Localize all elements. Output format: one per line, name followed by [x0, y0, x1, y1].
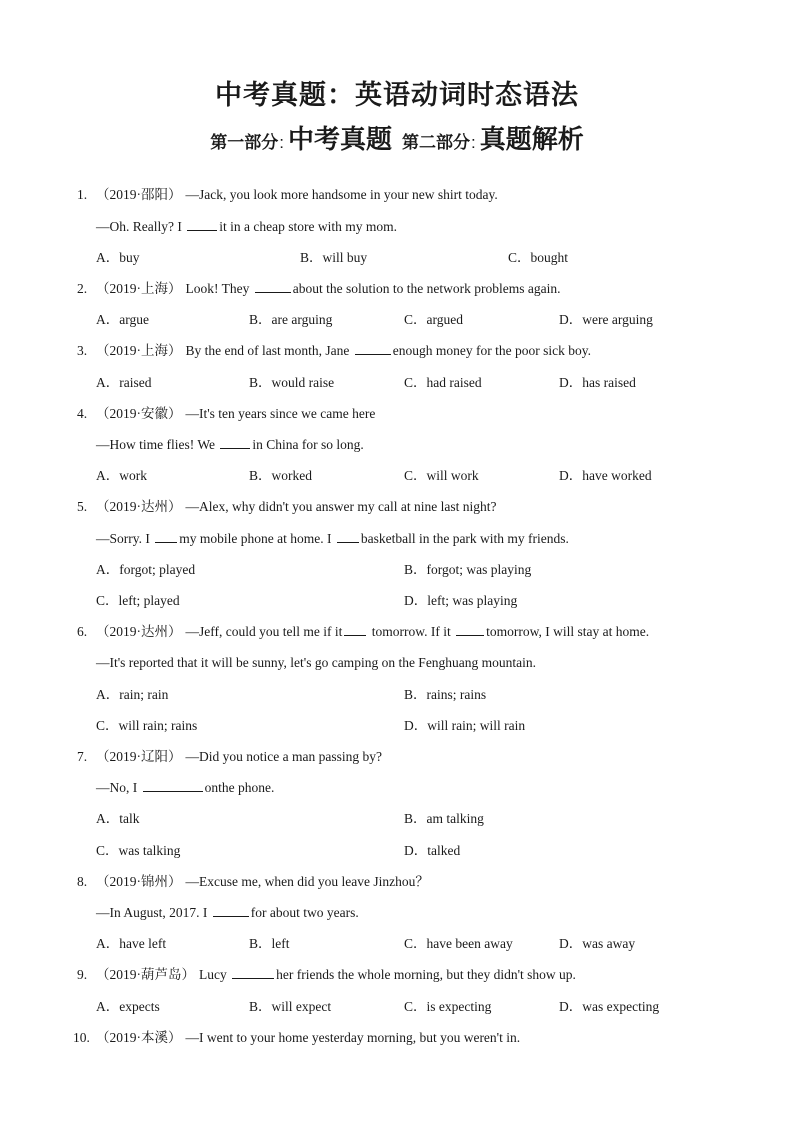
- question-number: 7.: [77, 749, 88, 764]
- page-title: 中考真题：英语动词时态语法: [215, 80, 579, 111]
- question-source: （2019·葫芦岛）: [96, 967, 195, 982]
- question-source: （2019·本溪）: [96, 1030, 182, 1045]
- option-c[interactable]: C．is expecting: [404, 999, 492, 1014]
- part2-prefix: 第二部分: [402, 133, 470, 153]
- option-d[interactable]: D．left; was playing: [404, 593, 518, 608]
- question-source: （2019·上海）: [96, 281, 182, 296]
- answer-blank: [155, 531, 177, 543]
- question-text: enough money for the poor sick boy.: [392, 343, 591, 358]
- option-b[interactable]: B．are arguing: [249, 312, 333, 327]
- option-a[interactable]: A．work: [96, 468, 147, 483]
- option-c[interactable]: C．argued: [404, 312, 463, 327]
- question-text: for about two years.: [250, 905, 359, 920]
- question-number: 3.: [77, 343, 88, 358]
- page-subtitle: [0, 120, 794, 163]
- option-b[interactable]: B．left: [249, 936, 290, 951]
- question-source: （2019·上海）: [96, 343, 182, 358]
- question-source: （2019·达州）: [96, 499, 182, 514]
- option-a[interactable]: A．argue: [96, 312, 149, 327]
- option-a[interactable]: A．buy: [96, 250, 140, 265]
- question-number: 6.: [77, 624, 88, 639]
- option-d[interactable]: D．have worked: [559, 468, 652, 483]
- option-b[interactable]: B．will expect: [249, 999, 332, 1014]
- question-text: —How time flies! We: [96, 437, 219, 452]
- part1-colon: :: [279, 133, 284, 152]
- option-d[interactable]: D．will rain; will rain: [404, 718, 526, 733]
- question-text: my mobile phone at home. I: [179, 531, 335, 546]
- question-text: Lucy: [199, 967, 231, 982]
- question-stem: —Jack, you look more handsome in your new shirt today.: [185, 187, 498, 202]
- option-d[interactable]: D．was away: [559, 936, 636, 951]
- question-text: onthe phone.: [204, 780, 275, 795]
- question-text: tomorrow. If it: [368, 624, 455, 639]
- question-stem: —It's ten years since we came here: [185, 406, 376, 421]
- part2-colon: :: [471, 133, 476, 152]
- option-c[interactable]: C．left; played: [96, 593, 180, 608]
- answer-blank: [213, 905, 249, 917]
- question-text: tomorrow, I will stay at home.: [486, 624, 650, 639]
- option-a[interactable]: A．raised: [96, 375, 152, 390]
- part1-prefix: 第一部分: [210, 133, 279, 153]
- question-stem: —I went to your home yesterday morning, but you weren't in.: [185, 1030, 521, 1045]
- answer-blank: [337, 531, 359, 543]
- question-number: 4.: [77, 406, 88, 421]
- option-a[interactable]: A．rain; rain: [96, 687, 169, 702]
- question-stem: —Did you notice a man passing by?: [185, 749, 382, 764]
- question-source: （2019·邵阳）: [96, 187, 182, 202]
- option-d[interactable]: D．was expecting: [559, 999, 660, 1014]
- question-text: —In August, 2017. I: [96, 905, 211, 920]
- question-text: it in a cheap store with my mom.: [219, 219, 397, 234]
- option-c[interactable]: C．bought: [508, 250, 569, 265]
- answer-blank: [355, 343, 391, 355]
- option-b[interactable]: B．rains; rains: [404, 687, 487, 702]
- question-text: in China for so long.: [252, 437, 364, 452]
- question-text: —Jeff, could you tell me if it: [185, 624, 343, 639]
- question-text: Look! They: [185, 281, 253, 296]
- answer-blank: [232, 967, 274, 979]
- answer-blank: [220, 437, 250, 449]
- answer-blank: [255, 281, 291, 293]
- option-b[interactable]: B．will buy: [300, 250, 368, 265]
- question-text: —Sorry. I: [96, 531, 154, 546]
- option-d[interactable]: D．has raised: [559, 375, 636, 390]
- option-c[interactable]: C．will rain; rains: [96, 718, 198, 733]
- question-source: （2019·达州）: [96, 624, 182, 639]
- question-text: about the solution to the network problems again.: [292, 281, 561, 296]
- question-number: 10.: [73, 1030, 90, 1045]
- option-c[interactable]: C．will work: [404, 468, 479, 483]
- question-source: （2019·辽阳）: [96, 749, 182, 764]
- answer-blank: [344, 624, 366, 636]
- question-number: 5.: [77, 499, 88, 514]
- option-c[interactable]: C．was talking: [96, 843, 181, 858]
- option-c[interactable]: C．have been away: [404, 936, 513, 951]
- option-b[interactable]: B．am talking: [404, 811, 484, 826]
- question-text: —No, I: [96, 780, 141, 795]
- question-text: —Oh. Really? I: [96, 219, 186, 234]
- question-source: （2019·锦州）: [96, 874, 182, 889]
- question-number: 2.: [77, 281, 88, 296]
- question-number: 8.: [77, 874, 88, 889]
- option-b[interactable]: B．would raise: [249, 375, 335, 390]
- answer-blank: [187, 219, 217, 231]
- option-b[interactable]: B．forgot; was playing: [404, 562, 532, 577]
- question-text: basketball in the park with my friends.: [360, 531, 569, 546]
- option-a[interactable]: A．forgot; played: [96, 562, 196, 577]
- option-c[interactable]: C．had raised: [404, 375, 482, 390]
- part2-title: 真题解析: [479, 125, 584, 155]
- question-text: By the end of last month, Jane: [185, 343, 353, 358]
- question-number: 9.: [77, 967, 88, 982]
- answer-blank: [456, 624, 484, 636]
- question-stem: —Excuse me, when did you leave Jinzhou？: [185, 874, 429, 889]
- question-stem: —Alex, why didn't you answer my call at nine last night?: [185, 499, 497, 514]
- option-d[interactable]: D．were arguing: [559, 312, 653, 327]
- question-number: 1.: [77, 187, 88, 202]
- option-a[interactable]: A．have left: [96, 936, 167, 951]
- part1-title: 中考真题: [287, 125, 392, 155]
- question-source: （2019·安徽）: [96, 406, 182, 421]
- answer-blank: [143, 780, 203, 792]
- question-text: her friends the whole morning, but they didn't show up.: [276, 967, 576, 982]
- option-a[interactable]: A．expects: [96, 999, 160, 1014]
- option-a[interactable]: A．talk: [96, 811, 140, 826]
- option-d[interactable]: D．talked: [404, 843, 461, 858]
- question-text: —It's reported that it will be sunny, let's go camping on the Fenghuang mountain.: [96, 655, 537, 670]
- option-b[interactable]: B．worked: [249, 468, 312, 483]
